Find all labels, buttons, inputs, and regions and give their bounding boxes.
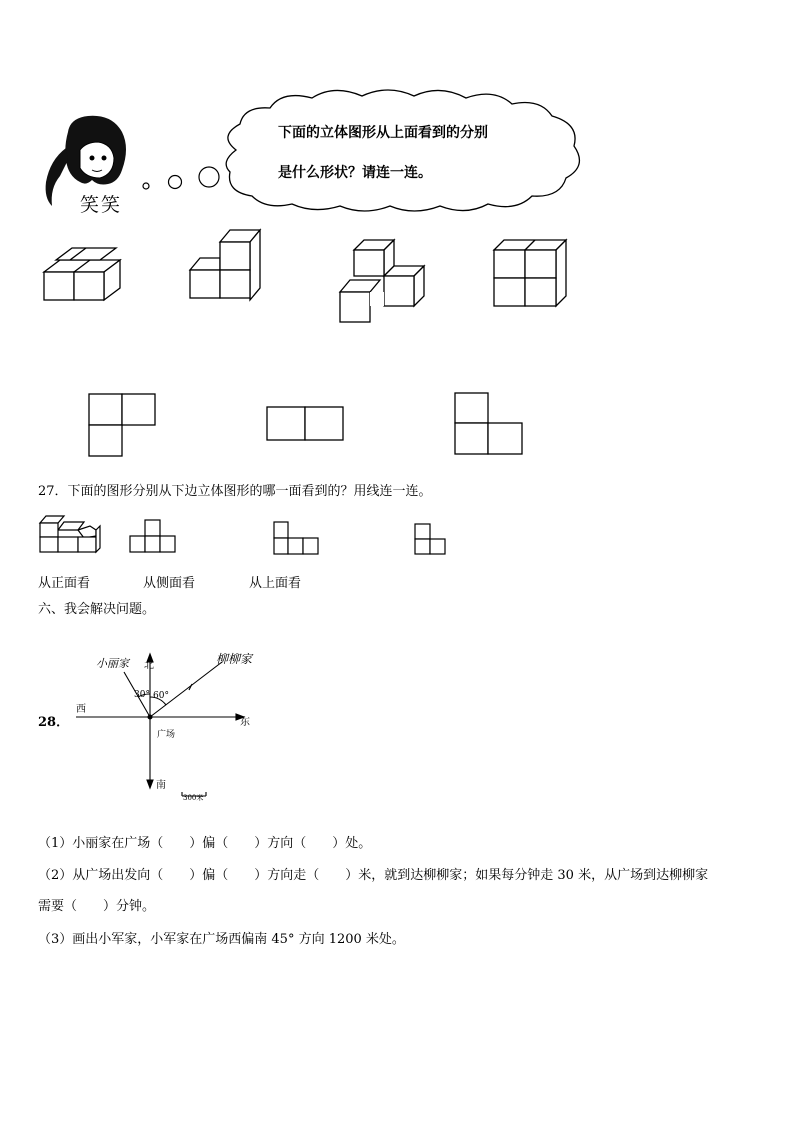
q28-part3: （3）画出小军家，小军家在广场西偏南 45° 方向 1200 米处。: [38, 932, 405, 947]
cloud-text-line1: 下面的立体图形从上面看到的分别: [278, 125, 488, 141]
q27-prompt: 27．下面的图形分别从下边立体图形的哪一面看到的？用线连一连。: [38, 484, 432, 499]
q28-number: 28．: [38, 715, 70, 730]
q28-part2-cont: 需要（ ）分钟。: [38, 899, 156, 914]
q28-part2: （2）从广场出发向（ ）偏（ ）方向走（ ）米，就到达柳柳家；如果每分钟走 30 米，从广场到达柳柳家: [38, 868, 709, 883]
map-label-liuliu: 柳柳家: [216, 652, 253, 666]
view-label-front: 从正面看: [38, 576, 91, 591]
map-label-xiaoli: 小丽家: [96, 657, 129, 670]
map-angle-60: 60°: [153, 691, 169, 701]
map-angle-30: 30°: [134, 690, 150, 700]
view-label-top: 从上面看: [249, 576, 302, 591]
q28-part1: （1）小丽家在广场（ ）偏（ ）方向（ ）处。: [38, 836, 372, 851]
map-label-center: 广场: [157, 730, 176, 740]
cloud-text-line2: 是什么形状？请连一连。: [278, 165, 432, 181]
map-label-north: 北: [144, 660, 154, 671]
character-name: 笑笑: [80, 194, 123, 216]
map-label-east: 东: [240, 717, 250, 728]
map-label-south: 南: [156, 780, 166, 791]
view-label-side: 从侧面看: [143, 576, 196, 591]
map-label-west: 西: [76, 704, 86, 715]
map-scale-label: 300米: [183, 794, 204, 802]
section-title: 六、我会解决问题。: [38, 602, 156, 617]
